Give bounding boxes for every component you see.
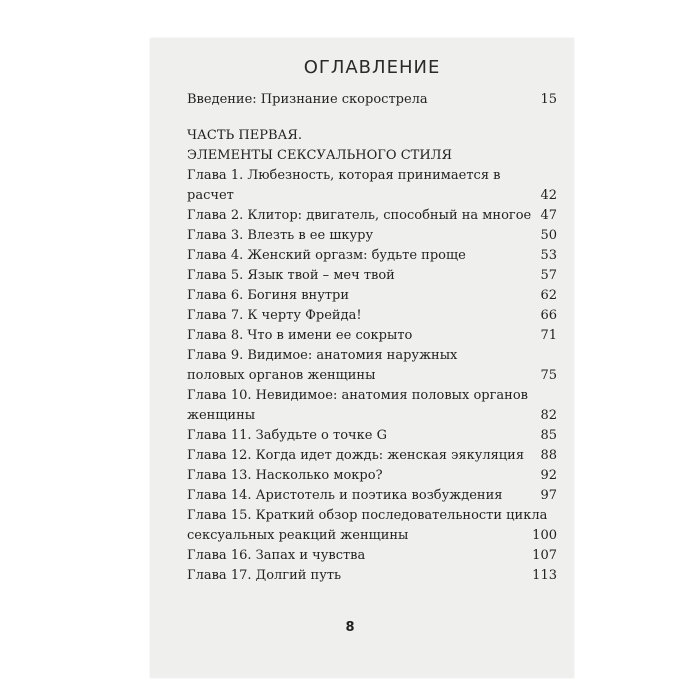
toc-entry-label: Глава 14. Аристотель и поэтика возбуждения <box>187 488 503 503</box>
toc-chapter-entry <box>187 426 557 446</box>
toc-entry-label: Введение: Признание скорострела <box>187 92 428 107</box>
toc-chapter-entry-first-line <box>187 386 557 406</box>
toc-entry-page: 100 <box>532 528 557 543</box>
toc-entry-page: 50 <box>540 228 557 243</box>
toc-entry-label: Глава 1. Любезность, которая принимается в расчет <box>187 168 501 203</box>
toc-entry-label: Глава 5. Язык твой – меч твой <box>187 268 395 283</box>
toc-entry-page: 82 <box>540 408 557 423</box>
toc-chapter-entry <box>187 406 557 426</box>
toc-entry-page: 92 <box>540 468 557 483</box>
toc-entry-label: Глава 15. Краткий обзор последовательности цикла <box>187 508 548 523</box>
table-of-contents <box>187 57 557 586</box>
toc-entry-page: 53 <box>540 248 557 263</box>
toc-chapter-entry <box>187 286 557 306</box>
toc-chapter-entry <box>187 566 557 586</box>
toc-chapter-entry <box>187 526 557 546</box>
toc-entry-label: Глава 9. Видимое: анатомия наружных <box>187 348 458 363</box>
part-title-line1: ЧАСТЬ ПЕРВАЯ. <box>187 128 303 143</box>
toc-chapter-entry-first-line <box>187 506 557 526</box>
toc-entry-page: 107 <box>532 548 557 563</box>
toc-entry-label: Глава 2. Клитор: двигатель, способный на многое <box>187 208 532 223</box>
toc-chapter-entry <box>187 306 557 326</box>
toc-entry-page: 88 <box>540 448 557 463</box>
toc-chapter-entry <box>187 266 557 286</box>
toc-entry-label: Глава 7. К черту Фрейда! <box>187 308 362 323</box>
toc-chapter-entry <box>187 166 557 206</box>
toc-entry-label: Глава 4. Женский оргазм: будьте проще <box>187 248 466 263</box>
toc-chapter-entry <box>187 466 557 486</box>
toc-entry-page: 57 <box>540 268 557 283</box>
toc-entry-page: 75 <box>540 368 557 383</box>
toc-entry-label: Глава 6. Богиня внутри <box>187 288 350 303</box>
toc-entry-label-continued: сексуальных реакций женщины <box>187 528 409 543</box>
part-title-line2: ЭЛЕМЕНТЫ СЕКСУАЛЬНОГО СТИЛЯ <box>187 148 453 163</box>
toc-entry-page: 71 <box>540 328 557 343</box>
toc-entry-page: 66 <box>540 308 557 323</box>
chapter-list <box>187 166 557 586</box>
toc-chapter-entry <box>187 226 557 246</box>
toc-chapter-entry <box>187 246 557 266</box>
toc-entry-page: 62 <box>540 288 557 303</box>
toc-entry-label: Глава 16. Запах и чувства <box>187 548 366 563</box>
toc-chapter-entry <box>187 486 557 506</box>
toc-entry-label-continued: половых органов женщины <box>187 368 376 383</box>
toc-entry-page: 42 <box>540 188 557 203</box>
page-number: 8 <box>345 620 355 635</box>
toc-entry-label: Глава 13. Насколько мокро? <box>187 468 383 483</box>
toc-entry-page: 47 <box>540 208 557 223</box>
toc-chapter-entry <box>187 206 557 226</box>
toc-entry-page: 85 <box>540 428 557 443</box>
toc-chapter-entry <box>187 326 557 346</box>
toc-entry-page: 15 <box>540 92 557 107</box>
toc-entry-label: Глава 10. Невидимое: анатомия половых органов <box>187 388 528 403</box>
toc-entry-label: Глава 11. Забудьте о точке G <box>187 428 387 443</box>
toc-intro-entry <box>187 90 557 110</box>
toc-entry-page: 97 <box>540 488 557 503</box>
toc-entry-label: Глава 8. Что в имени ее сокрыто <box>187 328 413 343</box>
toc-chapter-entry-first-line <box>187 346 557 366</box>
toc-entry-label-continued: женщины <box>187 408 256 423</box>
toc-entry-label: Глава 12. Когда идет дождь: женская эякуляция <box>187 448 525 463</box>
toc-chapter-entry <box>187 366 557 386</box>
toc-chapter-entry <box>187 446 557 466</box>
toc-chapter-entry <box>187 546 557 566</box>
toc-entry-label: Глава 17. Долгий путь <box>187 568 342 583</box>
toc-title: ОГЛАВЛЕНИЕ <box>303 57 441 78</box>
toc-entry-label: Глава 3. Влезть в ее шкуру <box>187 228 374 243</box>
toc-entry-page: 113 <box>532 568 557 583</box>
